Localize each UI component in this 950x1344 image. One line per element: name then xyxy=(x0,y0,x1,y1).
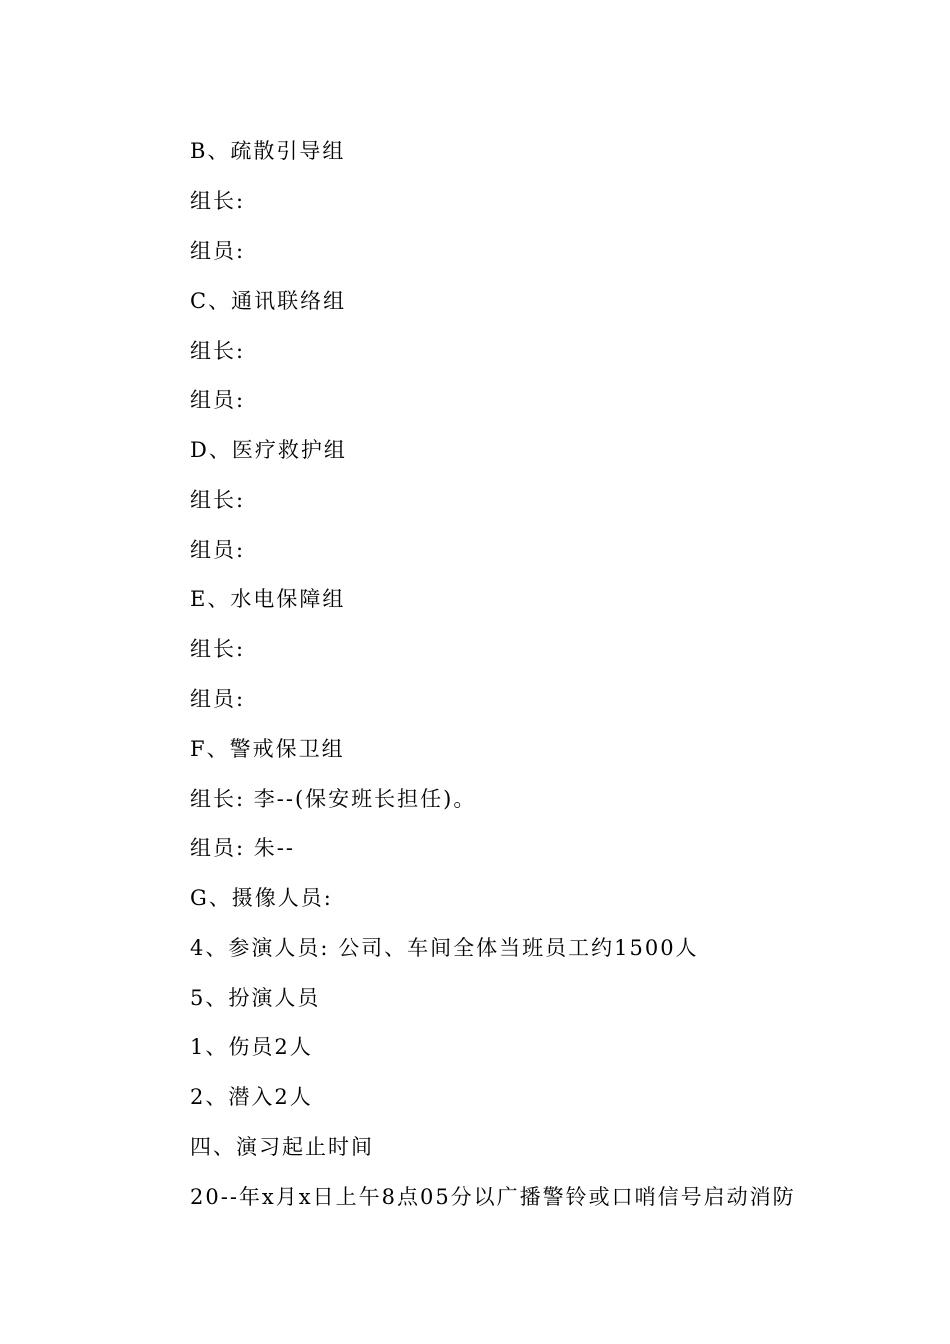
section-d-heading: D、医疗救护组 xyxy=(190,438,347,462)
section-e-leader: 组长: xyxy=(190,637,246,661)
section-c-leader: 组长: xyxy=(190,339,246,363)
section-e-members: 组员: xyxy=(190,687,246,711)
section-f-leader: 组长: 李--(保安班长担任)。 xyxy=(190,787,477,811)
section-e-heading: E、水电保障组 xyxy=(190,587,346,611)
section-d-leader: 组长: xyxy=(190,488,246,512)
section-b-heading: B、疏散引导组 xyxy=(190,139,346,163)
actors-item-2: 2、潜入2人 xyxy=(190,1085,313,1109)
actors-heading: 5、扮演人员 xyxy=(190,986,321,1010)
actors-item-1: 1、伤员2人 xyxy=(190,1035,313,1059)
section-c-members: 组员: xyxy=(190,388,246,412)
section-b-leader: 组长: xyxy=(190,189,246,213)
section-f-members: 组员: 朱-- xyxy=(190,836,295,860)
section-f-heading: F、警戒保卫组 xyxy=(190,737,345,761)
section-d-members: 组员: xyxy=(190,538,246,562)
section-c-heading: C、通讯联络组 xyxy=(190,289,347,313)
participants-line: 4、参演人员: 公司、车间全体当班员工约1500人 xyxy=(190,936,699,960)
section-b-members: 组员: xyxy=(190,239,246,263)
schedule-line: 20--年x月x日上午8点05分以广播警铃或口哨信号启动消防 xyxy=(190,1185,796,1209)
section-g-heading: G、摄像人员: xyxy=(190,886,333,910)
section-four-heading: 四、演习起止时间 xyxy=(190,1135,374,1159)
